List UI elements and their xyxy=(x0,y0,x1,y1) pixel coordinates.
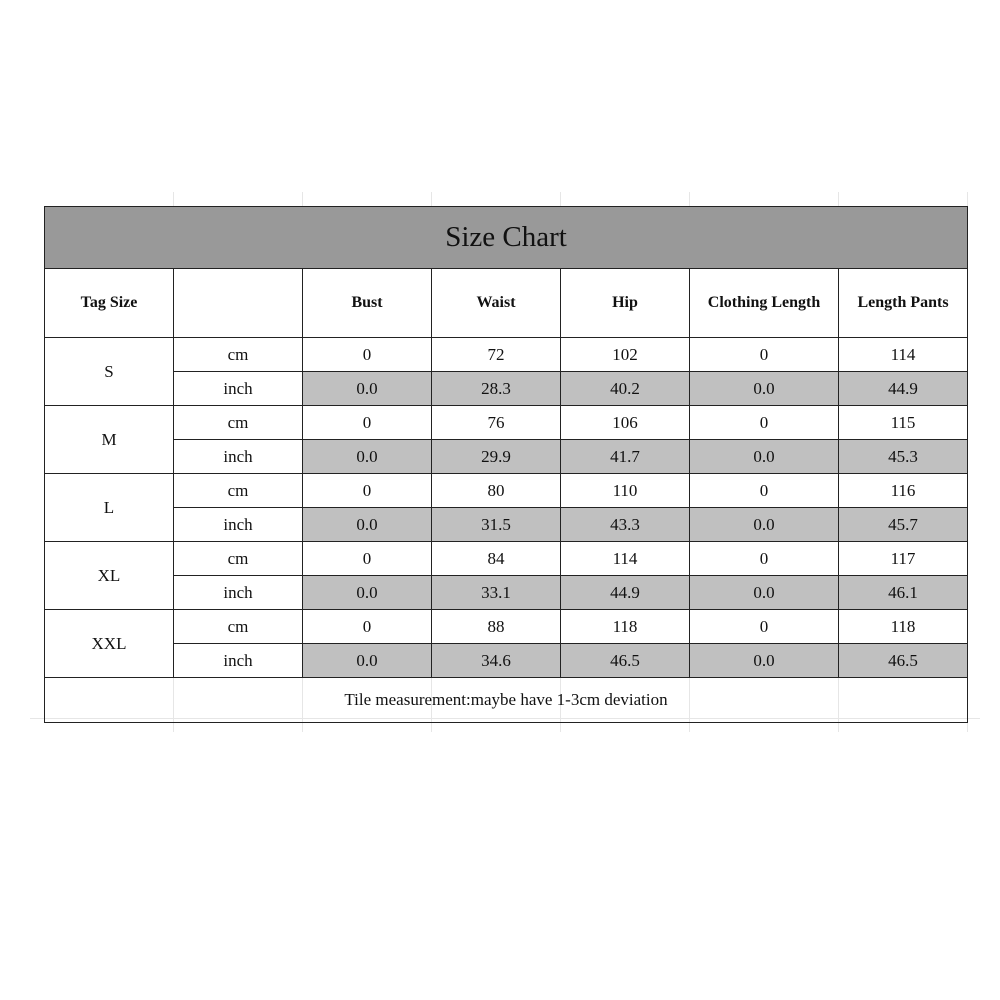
unit-cell: cm xyxy=(174,406,303,440)
value-cell: 102 xyxy=(561,338,690,372)
table-row xyxy=(45,372,968,406)
value-cell: 0.0 xyxy=(303,440,432,474)
value-cell: 0.0 xyxy=(690,372,839,406)
table-row xyxy=(45,576,968,610)
footer-note: Tile measurement:maybe have 1-3cm deviation xyxy=(45,678,968,723)
header-cell: Hip xyxy=(561,269,690,338)
value-cell: 0 xyxy=(303,474,432,508)
value-cell: 45.3 xyxy=(839,440,968,474)
value-cell: 118 xyxy=(839,610,968,644)
value-cell: 0 xyxy=(303,406,432,440)
table-row xyxy=(45,508,968,542)
unit-cell: cm xyxy=(174,474,303,508)
value-cell: 0.0 xyxy=(303,644,432,678)
value-cell: 0 xyxy=(690,338,839,372)
value-cell: 34.6 xyxy=(432,644,561,678)
value-cell: 80 xyxy=(432,474,561,508)
tag-size-cell: S xyxy=(45,338,174,406)
table-row xyxy=(45,474,968,508)
value-cell: 110 xyxy=(561,474,690,508)
value-cell: 0 xyxy=(690,474,839,508)
unit-cell: cm xyxy=(174,338,303,372)
size-chart-table xyxy=(44,206,968,723)
unit-cell: inch xyxy=(174,576,303,610)
value-cell: 0.0 xyxy=(303,508,432,542)
value-cell: 0.0 xyxy=(690,508,839,542)
value-cell: 88 xyxy=(432,610,561,644)
table-row xyxy=(45,338,968,372)
value-cell: 116 xyxy=(839,474,968,508)
header-cell: Length Pants xyxy=(839,269,968,338)
table-row xyxy=(45,644,968,678)
value-cell: 45.7 xyxy=(839,508,968,542)
value-cell: 0 xyxy=(303,542,432,576)
value-cell: 46.5 xyxy=(839,644,968,678)
table-row xyxy=(45,406,968,440)
value-cell: 72 xyxy=(432,338,561,372)
value-cell: 0 xyxy=(690,610,839,644)
value-cell: 76 xyxy=(432,406,561,440)
value-cell: 0 xyxy=(303,610,432,644)
value-cell: 118 xyxy=(561,610,690,644)
value-cell: 44.9 xyxy=(561,576,690,610)
tag-size-cell: XL xyxy=(45,542,174,610)
value-cell: 31.5 xyxy=(432,508,561,542)
table-row xyxy=(45,440,968,474)
tag-size-cell: L xyxy=(45,474,174,542)
value-cell: 0.0 xyxy=(690,644,839,678)
header-cell: Waist xyxy=(432,269,561,338)
value-cell: 29.9 xyxy=(432,440,561,474)
value-cell: 0.0 xyxy=(303,372,432,406)
value-cell: 114 xyxy=(561,542,690,576)
value-cell: 0 xyxy=(690,406,839,440)
table-row xyxy=(45,542,968,576)
value-cell: 46.5 xyxy=(561,644,690,678)
value-cell: 44.9 xyxy=(839,372,968,406)
value-cell: 33.1 xyxy=(432,576,561,610)
unit-cell: inch xyxy=(174,644,303,678)
value-cell: 0 xyxy=(303,338,432,372)
value-cell: 115 xyxy=(839,406,968,440)
tag-size-cell: XXL xyxy=(45,610,174,678)
table-title: Size Chart xyxy=(45,207,968,269)
value-cell: 0.0 xyxy=(303,576,432,610)
header-cell: Bust xyxy=(303,269,432,338)
value-cell: 84 xyxy=(432,542,561,576)
header-cell: Tag Size xyxy=(45,269,174,338)
value-cell: 106 xyxy=(561,406,690,440)
value-cell: 114 xyxy=(839,338,968,372)
unit-cell: inch xyxy=(174,372,303,406)
header-cell xyxy=(174,269,303,338)
value-cell: 28.3 xyxy=(432,372,561,406)
value-cell: 117 xyxy=(839,542,968,576)
value-cell: 41.7 xyxy=(561,440,690,474)
header-row xyxy=(45,269,968,338)
unit-cell: cm xyxy=(174,610,303,644)
value-cell: 0 xyxy=(690,542,839,576)
value-cell: 46.1 xyxy=(839,576,968,610)
unit-cell: inch xyxy=(174,440,303,474)
unit-cell: cm xyxy=(174,542,303,576)
value-cell: 0.0 xyxy=(690,576,839,610)
unit-cell: inch xyxy=(174,508,303,542)
header-cell: Clothing Length xyxy=(690,269,839,338)
value-cell: 43.3 xyxy=(561,508,690,542)
tag-size-cell: M xyxy=(45,406,174,474)
table-row xyxy=(45,610,968,644)
value-cell: 40.2 xyxy=(561,372,690,406)
value-cell: 0.0 xyxy=(690,440,839,474)
